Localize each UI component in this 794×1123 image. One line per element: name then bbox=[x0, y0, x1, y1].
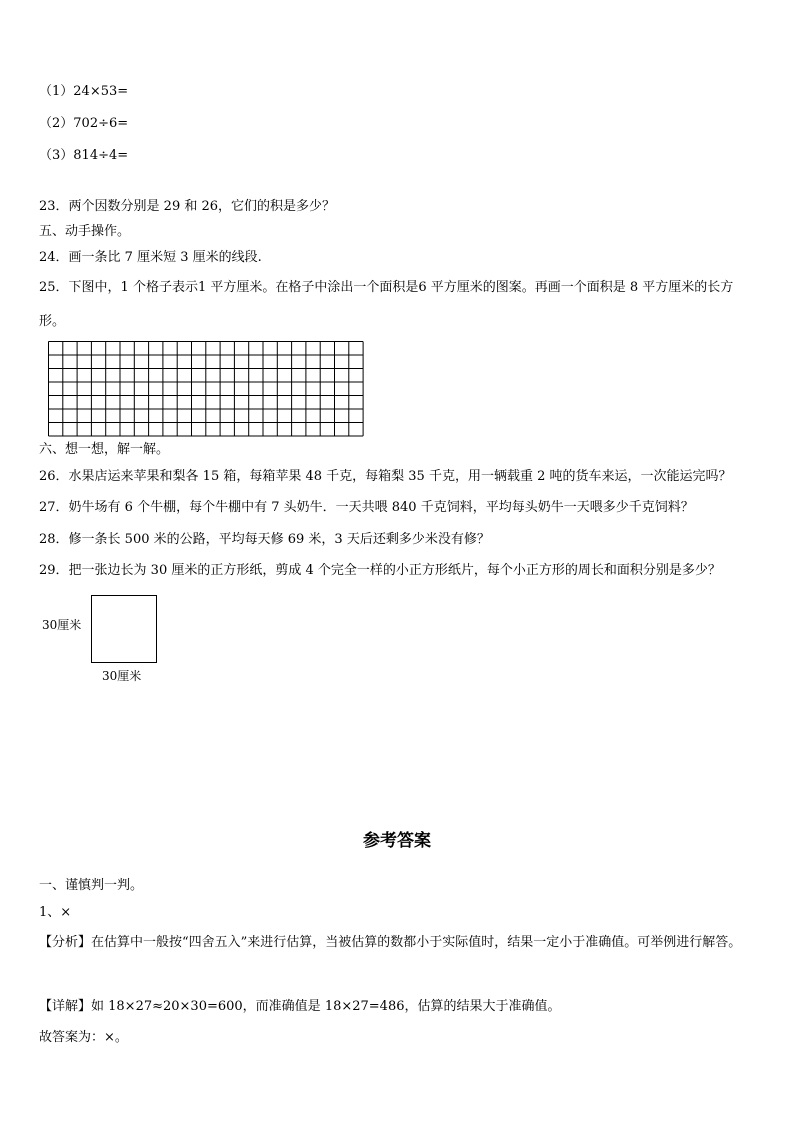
square-grid bbox=[48, 341, 366, 437]
answers-title: 参考答案 bbox=[363, 831, 431, 851]
question-27: 27．奶牛场有 6 个牛棚，每个牛棚中有 7 头奶牛．一天共喂 840 千克饲料，平均每头奶牛一天喂多少千克饲料？ bbox=[39, 500, 694, 515]
question-28: 28．修一条长 500 米的公路，平均每天修 69 米，3 天后还剩多少米没有修？ bbox=[39, 532, 490, 547]
section-5-heading: 五、动手操作。 bbox=[39, 224, 131, 239]
question-25: 25．下图中，1 个格子表示1 平方厘米。在格子中涂出一个面积是6 平方厘米的图案。再画一个面积是 8 平方厘米的长方形。 bbox=[39, 280, 734, 329]
section-6-heading: 六、想一想，解一解。 bbox=[39, 442, 170, 457]
square-bottom-label: 30厘米 bbox=[102, 669, 142, 683]
question-23: 23．两个因数分别是 29 和 26，它们的积是多少？ bbox=[39, 199, 336, 214]
square-left-label: 30厘米 bbox=[42, 618, 82, 632]
calc-q3: （3）814÷4= bbox=[39, 148, 129, 163]
question-29: 29．把一张边长为 30 厘米的正方形纸，剪成 4 个完全一样的小正方形纸片，每个小正方形的周长和面积分别是多少？ bbox=[39, 563, 721, 578]
square-figure bbox=[40, 592, 170, 687]
answer-conclusion: 故答案为：×。 bbox=[39, 1030, 128, 1045]
answer-item-1: 1、× bbox=[39, 905, 72, 920]
calc-q2: （2）702÷6= bbox=[39, 116, 129, 131]
answer-detail: 【详解】如 18×27≈20×30=600，而准确值是 18×27=486，估算的结果大于准确值。 bbox=[39, 999, 561, 1014]
question-26: 26．水果店运来苹果和梨各 15 箱，每箱苹果 48 千克，每箱梨 35 千克，用一辆载重 2 吨的货车来运，一次能运完吗？ bbox=[39, 469, 732, 484]
square-shape bbox=[91, 595, 157, 663]
calc-q1: （1）24×53= bbox=[39, 84, 129, 99]
answers-section-1: 一、谨慎判一判。 bbox=[39, 878, 144, 893]
answer-analysis: 【分析】在估算中一般按“四舍五入”来进行估算，当被估算的数都小于实际值时，结果一定小于准确值。可举例进行解答。 bbox=[39, 935, 742, 950]
question-24: 24．画一条比 7 厘米短 3 厘米的线段. bbox=[39, 250, 262, 265]
